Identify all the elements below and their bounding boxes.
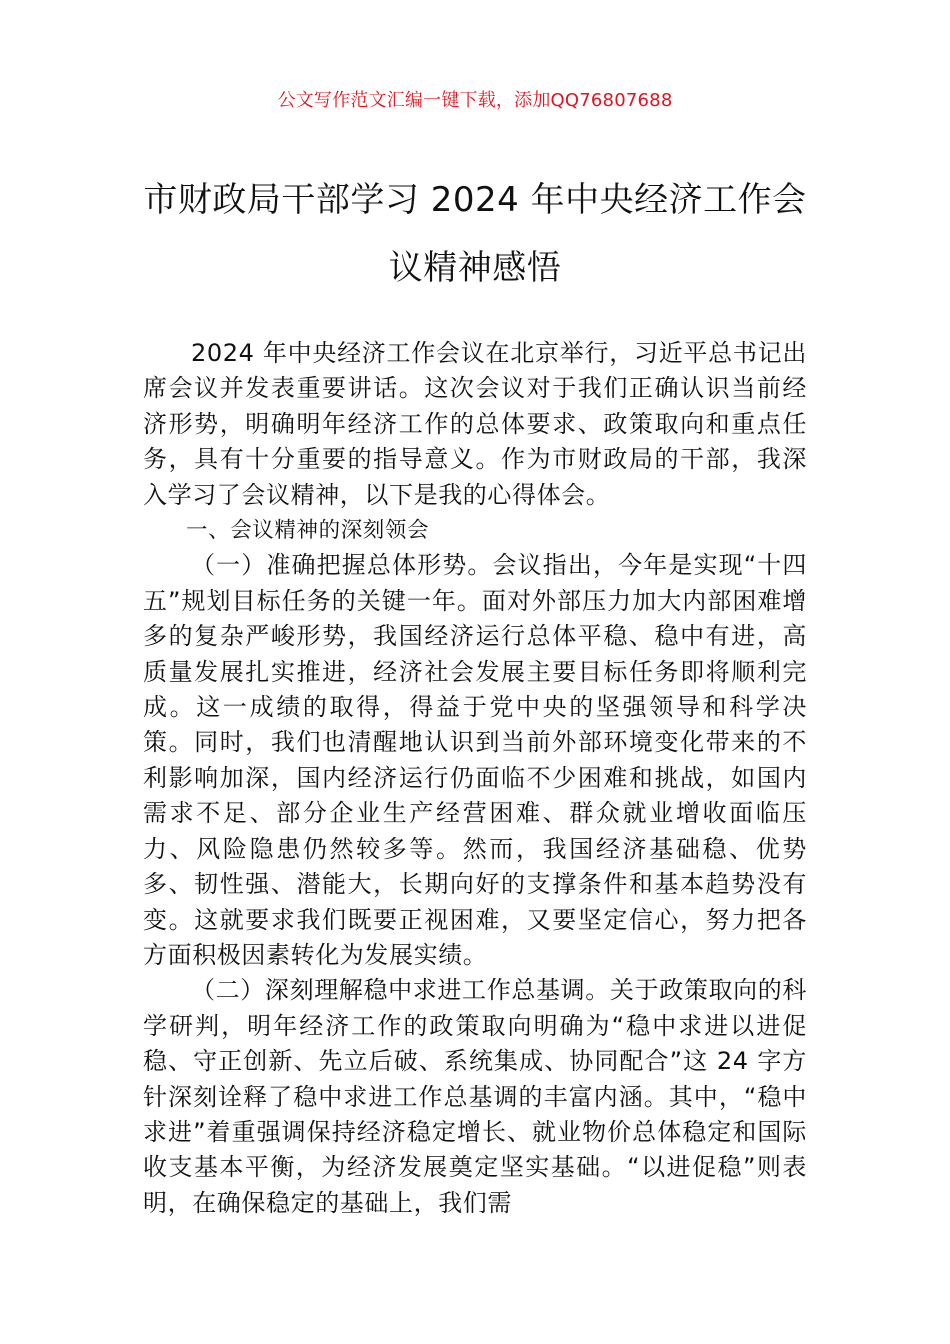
document-title-line-2: 议精神感悟 <box>388 248 562 288</box>
subsection-paragraph-1: （一）准确把握总体形势。会议指出，今年是实现“十四五”规划目标任务的关键一年。面对外部压力加大内部困难增多的复杂严峻形势，我国经济运行总体平稳、稳中有进，高质量发展扎实推进，经济社会发展主要目标任务即将顺利完成。这一成绩的取得，得益于党中央的坚强领导和科学决策。同时，我们也清醒地认识到当前外部环境变化带来的不利影响加深，国内经济运行仍面临不少困难和挑战，如国内需求不足、部分企业生产经营困难、群众就业增收面临压力、风险隐患仍然较多等。然而，我国经济基础稳、优势多、韧性强、潜能大，长期向好的支撑条件和基本趋势没有变。这就要求我们既要正视困难，又要坚定信心，努力把各方面积极因素转化为发展实绩。 <box>143 551 807 969</box>
subsection-paragraph-2: （二）深刻理解稳中求进工作总基调。关于政策取向的科学研判，明年经济工作的政策取向明确为“稳中求进以进促稳、守正创新、先立后破、系统集成、协同配合”这 24 字方针深刻诠释了稳中求进工作总基调的丰富内涵。其中，“稳中求进”着重强调保持经济稳定增长、就业物价总体稳定和国际收支基本平衡，为经济发展奠定坚实基础。“以进促稳”则表明，在确保稳定的基础上，我们需 <box>143 976 807 1217</box>
document-title-line-1: 市财政局干部学习 2024 年中央经济工作会 <box>143 180 807 220</box>
download-banner: 公文写作范文汇编一键下载，添加QQ76807688 <box>277 90 673 111</box>
intro-paragraph: 2024 年中央经济工作会议在北京举行，习近平总书记出席会议并发表重要讲话。这次会议对于我们正确认识当前经济形势，明确明年经济工作的总体要求、政策取向和重点任务，具有十分重要的指导意义。作为市财政局的干部，我深入学习了会议精神，以下是我的心得体会。 <box>143 339 807 509</box>
document-body <box>143 336 807 1221</box>
section-heading: 一、会议精神的深刻领会 <box>186 518 430 544</box>
